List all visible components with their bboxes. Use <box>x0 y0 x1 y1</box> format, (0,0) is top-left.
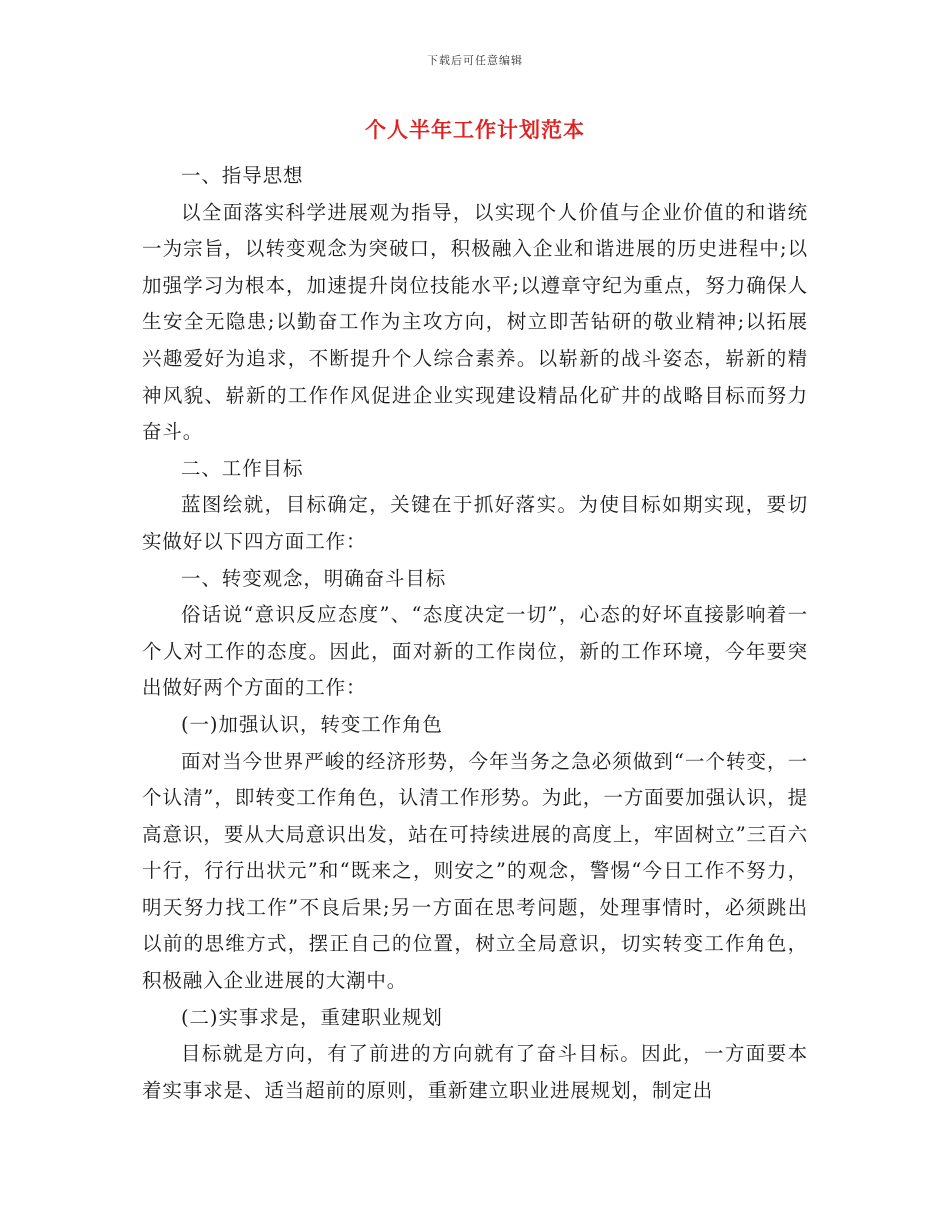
paragraph-strengthen-awareness: 面对当今世界严峻的经济形势，今年当务之急必须做到“一个转变，一个认清”，即转变工作角色，认清工作形势。为此，一方面要加强认识，提高意识，要从大局意识出发，站在可持续进展的高度上，牢固树立”三百六十行，行行出状元”和“既来之，则安之”的观念，警惕“今日工作不努力，明天努力找工作”不良后果;另一方面在思考问题，处理事情时，必须跳出以前的思维方式，摆正自己的位置，树立全局意识，切实转变工作角色，积极融入企业进展的大潮中。 <box>142 749 808 993</box>
document-title: 个人半年工作计划范本 <box>365 117 585 142</box>
paragraph-guiding-ideology: 以全面落实科学进展观为指导，以实现个人价值与企业价值的和谐统一为宗旨，以转变观念为突破口，积极融入企业和谐进展的历史进程中;以加强学习为根本，加速提升岗位技能水平;以遵章守纪为重点，努力确保人生安全无隐患;以勤奋工作为主攻方向，树立即苦钻研的敬业精神;以拓展兴趣爱好为追求，不断提升个人综合素养。以崭新的战斗姿态，崭新的精神风貌、崭新的工作作风促进企业实现建设精品化矿井的战略目标而努力奋斗。 <box>142 200 808 444</box>
subheading-strengthen-awareness: (一)加强认识，转变工作角色 <box>181 712 443 736</box>
header-note: 下载后可任意编辑 <box>427 54 523 67</box>
heading-work-goals: 二、工作目标 <box>181 456 304 480</box>
paragraph-change-concepts: 俗话说“意识反应态度”、“态度决定一切”，心态的好坏直接影响着一个人对工作的态度。因此，面对新的工作岗位，新的工作环境，今年要突出做好两个方面的工作： <box>142 603 808 700</box>
paragraph-work-goals: 蓝图绘就，目标确定，关键在于抓好落实。为使目标如期实现，要切实做好以下四方面工作： <box>142 493 808 553</box>
paragraph-career-planning: 目标就是方向，有了前进的方向就有了奋斗目标。因此，一方面要本着实事求是、适当超前的原则，重新建立职业进展规划，制定出 <box>142 1042 808 1102</box>
heading-guiding-ideology: 一、指导思想 <box>181 164 304 187</box>
document-body <box>142 158 808 1109</box>
heading-change-concepts: 一、转变观念，明确奋斗目标 <box>181 566 447 590</box>
subheading-career-planning: (二)实事求是，重建职业规划 <box>181 1005 443 1029</box>
